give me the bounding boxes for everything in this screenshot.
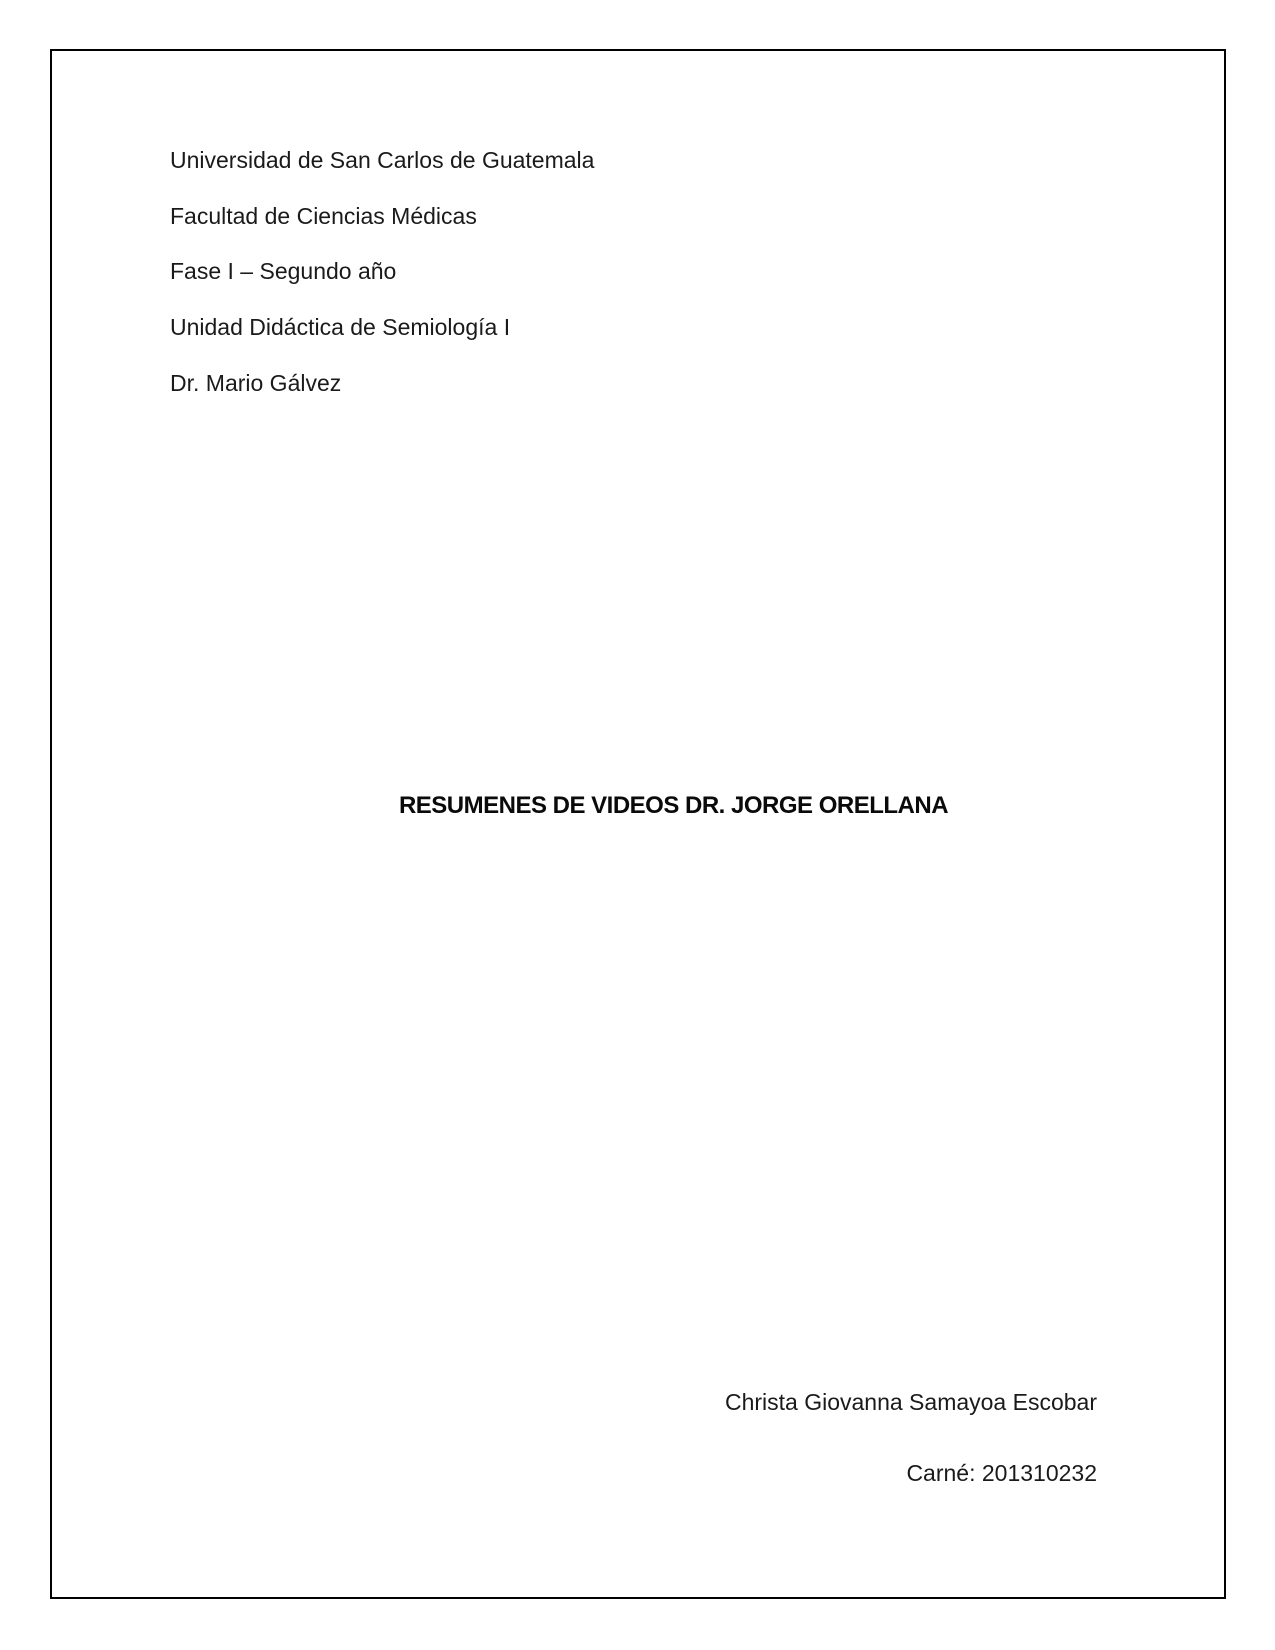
didactic-unit-line: Unidad Didáctica de Semiología I [170, 314, 511, 341]
phase-year-line: Fase I – Segundo año [170, 258, 397, 285]
author-carne: Carné: 201310232 [906, 1460, 1097, 1486]
faculty-line: Facultad de Ciencias Médicas [170, 202, 477, 229]
institution-header-block [170, 133, 594, 412]
university-line: Universidad de San Carlos de Guatemala [170, 147, 595, 173]
document-title: RESUMENES DE VIDEOS DR. JORGE ORELLANA [398, 792, 949, 819]
author-block [725, 1367, 1097, 1509]
professor-line: Dr. Mario Gálvez [170, 369, 342, 396]
author-name: Christa Giovanna Samayoa Escobar [724, 1389, 1097, 1415]
